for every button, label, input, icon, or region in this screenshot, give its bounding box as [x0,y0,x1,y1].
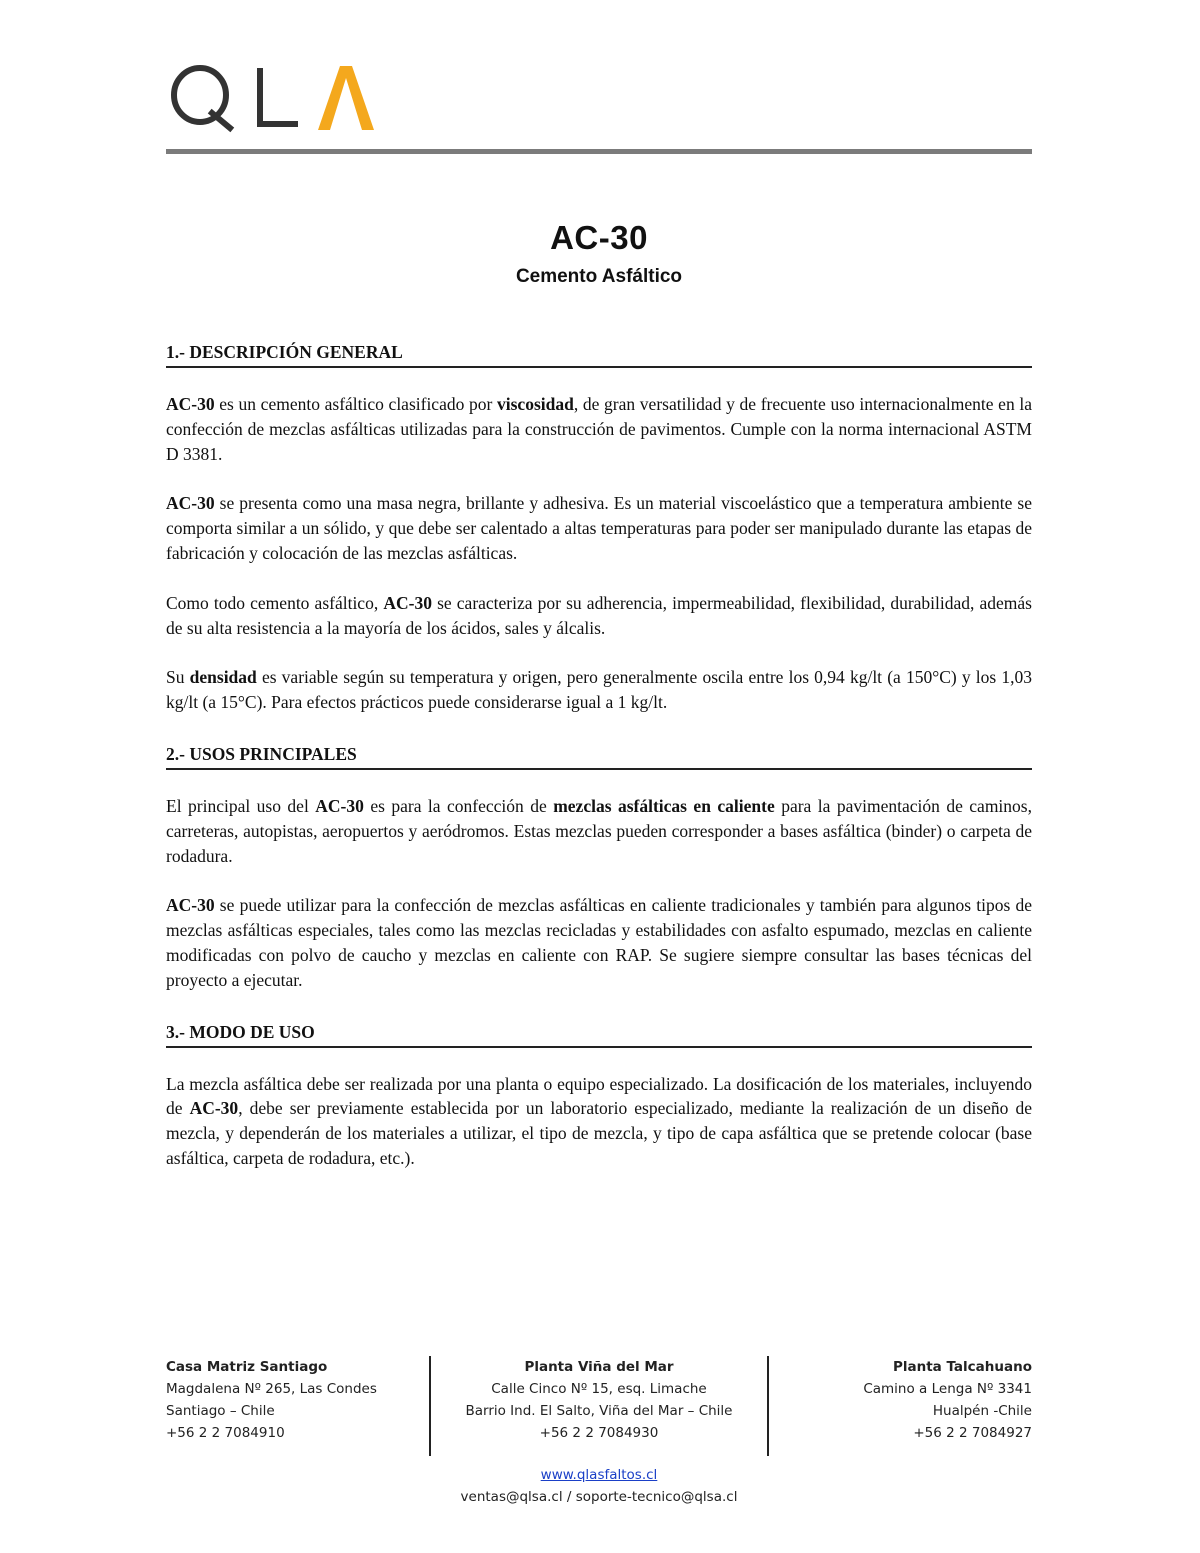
emphasis: viscosidad [497,394,574,414]
paragraph: Su densidad es variable según su temperatura y origen, pero generalmente oscila entre los 0,94 kg/lt (a 150°C) y los 1,03 kg/lt (a 15°C). Para efectos prácticos puede considerarse igual a 1 kg/lt. [166,667,1032,713]
product-name: AC-30 [166,493,215,514]
section-modo-de-uso [166,1018,1032,1171]
company-logo [168,58,398,138]
document-subtitle: Cemento Asfáltico [515,266,683,287]
paragraph: AC-30 es un cemento asfáltico clasificado por viscosidad, de gran versatilidad y de frecuente uso internacionalmente en la confección de mezclas asfálticas utilizadas para la construcción de pavimentos. Cumple con la norma internacional ASTM D 3381. [166,394,1032,464]
office-phone: +56 2 2 7084927 [913,1425,1032,1441]
product-name: AC-30 [383,592,432,613]
header-rule [166,149,1032,154]
footer-offices [166,1356,1032,1456]
section-heading: 1.- DESCRIPCIÓN GENERAL [166,338,1032,368]
office-address-line: Hualpén -Chile [932,1403,1032,1419]
paragraph: AC-30 se presenta como una masa negra, brillante y adhesiva. Es un material viscoelástico que a temperatura ambiente se comporta similar a un sólido, y que debe ser calentado a altas temperaturas para poder ser manipulado durante las etapas de fabricación y colocación de las mezclas asfálticas. [166,493,1032,563]
paragraph: AC-30 se puede utilizar para la confección de mezclas asfálticas en caliente tradicionales y también para algunos tipos de mezclas asfálticas especiales, tales como las mezclas recicladas y estabilidades con asfalto espumado, mezclas en caliente modificadas con polvo de caucho y mezclas en caliente con RAP. Se sugiere siempre consultar las bases técnicas del proyecto a ejecutar. [166,895,1032,990]
footer-divider [767,1356,769,1456]
office-address-line: Barrio Ind. El Salto, Viña del Mar – Chile [465,1403,733,1419]
contact-emails: ventas@qlsa.cl / soporte-tecnico@qlsa.cl [460,1489,738,1505]
document-title: AC-30 [550,219,648,256]
office-vina-del-mar [434,1356,764,1456]
footer-contact [166,1464,1032,1508]
office-name: Casa Matriz Santiago [166,1359,328,1375]
office-phone: +56 2 2 7084930 [539,1425,659,1441]
office-address-line: Santiago – Chile [166,1403,275,1419]
emphasis: mezclas asfálticas en caliente [553,795,775,816]
footer [166,1356,1032,1508]
paragraph: Como todo cemento asfáltico, AC-30 se caracteriza por su adherencia, impermeabilidad, flexibilidad, durabilidad, además de su alta resistencia a la mayoría de los ácidos, sales y álcalis. [166,592,1032,638]
section-heading: 3.- MODO DE USO [166,1018,1032,1048]
office-santiago [166,1356,426,1456]
paragraph: La mezcla asfáltica debe ser realizada por una planta o equipo especializado. La dosificación de los materiales, incluyendo de AC-30, debe ser previamente establecida por un laboratorio especializado, mediante la realización de un diseño de mezcla, y dependerán de los materiales a utilizar, el tipo de mezcla, y tipo de capa asfáltica que se pretende colocar (base asfáltica, carpeta de rodadura, etc.). [166,1073,1032,1168]
section-usos-principales [166,740,1032,993]
emphasis: densidad [189,667,257,688]
office-talcahuano [772,1356,1032,1456]
office-phone: +56 2 2 7084910 [166,1425,285,1441]
product-name: AC-30 [189,1098,239,1119]
website-link[interactable]: www.qlasfaltos.cl [540,1467,658,1483]
office-address-line: Magdalena Nº 265, Las Condes [166,1381,377,1397]
product-name: AC-30 [166,895,215,916]
office-name: Planta Talcahuano [892,1359,1032,1375]
title-block [166,216,1032,290]
logo-letter-q [174,68,226,122]
document-body [166,338,1032,1196]
product-name: AC-30 [166,394,215,414]
logo-letter-l [260,68,298,124]
office-address-line: Calle Cinco Nº 15, esq. Limache [491,1381,707,1397]
office-address-line: Camino a Lenga Nº 3341 [863,1381,1032,1397]
footer-divider [429,1356,431,1456]
section-descripcion-general [166,338,1032,715]
paragraph: El principal uso del AC-30 es para la confección de mezclas asfálticas en caliente para la pavimentación de caminos, carreteras, autopistas, aeropuertos y aeródromos. Estas mezclas pueden corresponder a bases asfáltica (binder) o carpeta de rodadura. [166,795,1032,866]
section-heading: 2.- USOS PRINCIPALES [166,740,1032,770]
product-name: AC-30 [315,795,364,816]
office-name: Planta Viña del Mar [524,1359,674,1375]
logo-accent-a [318,66,374,130]
